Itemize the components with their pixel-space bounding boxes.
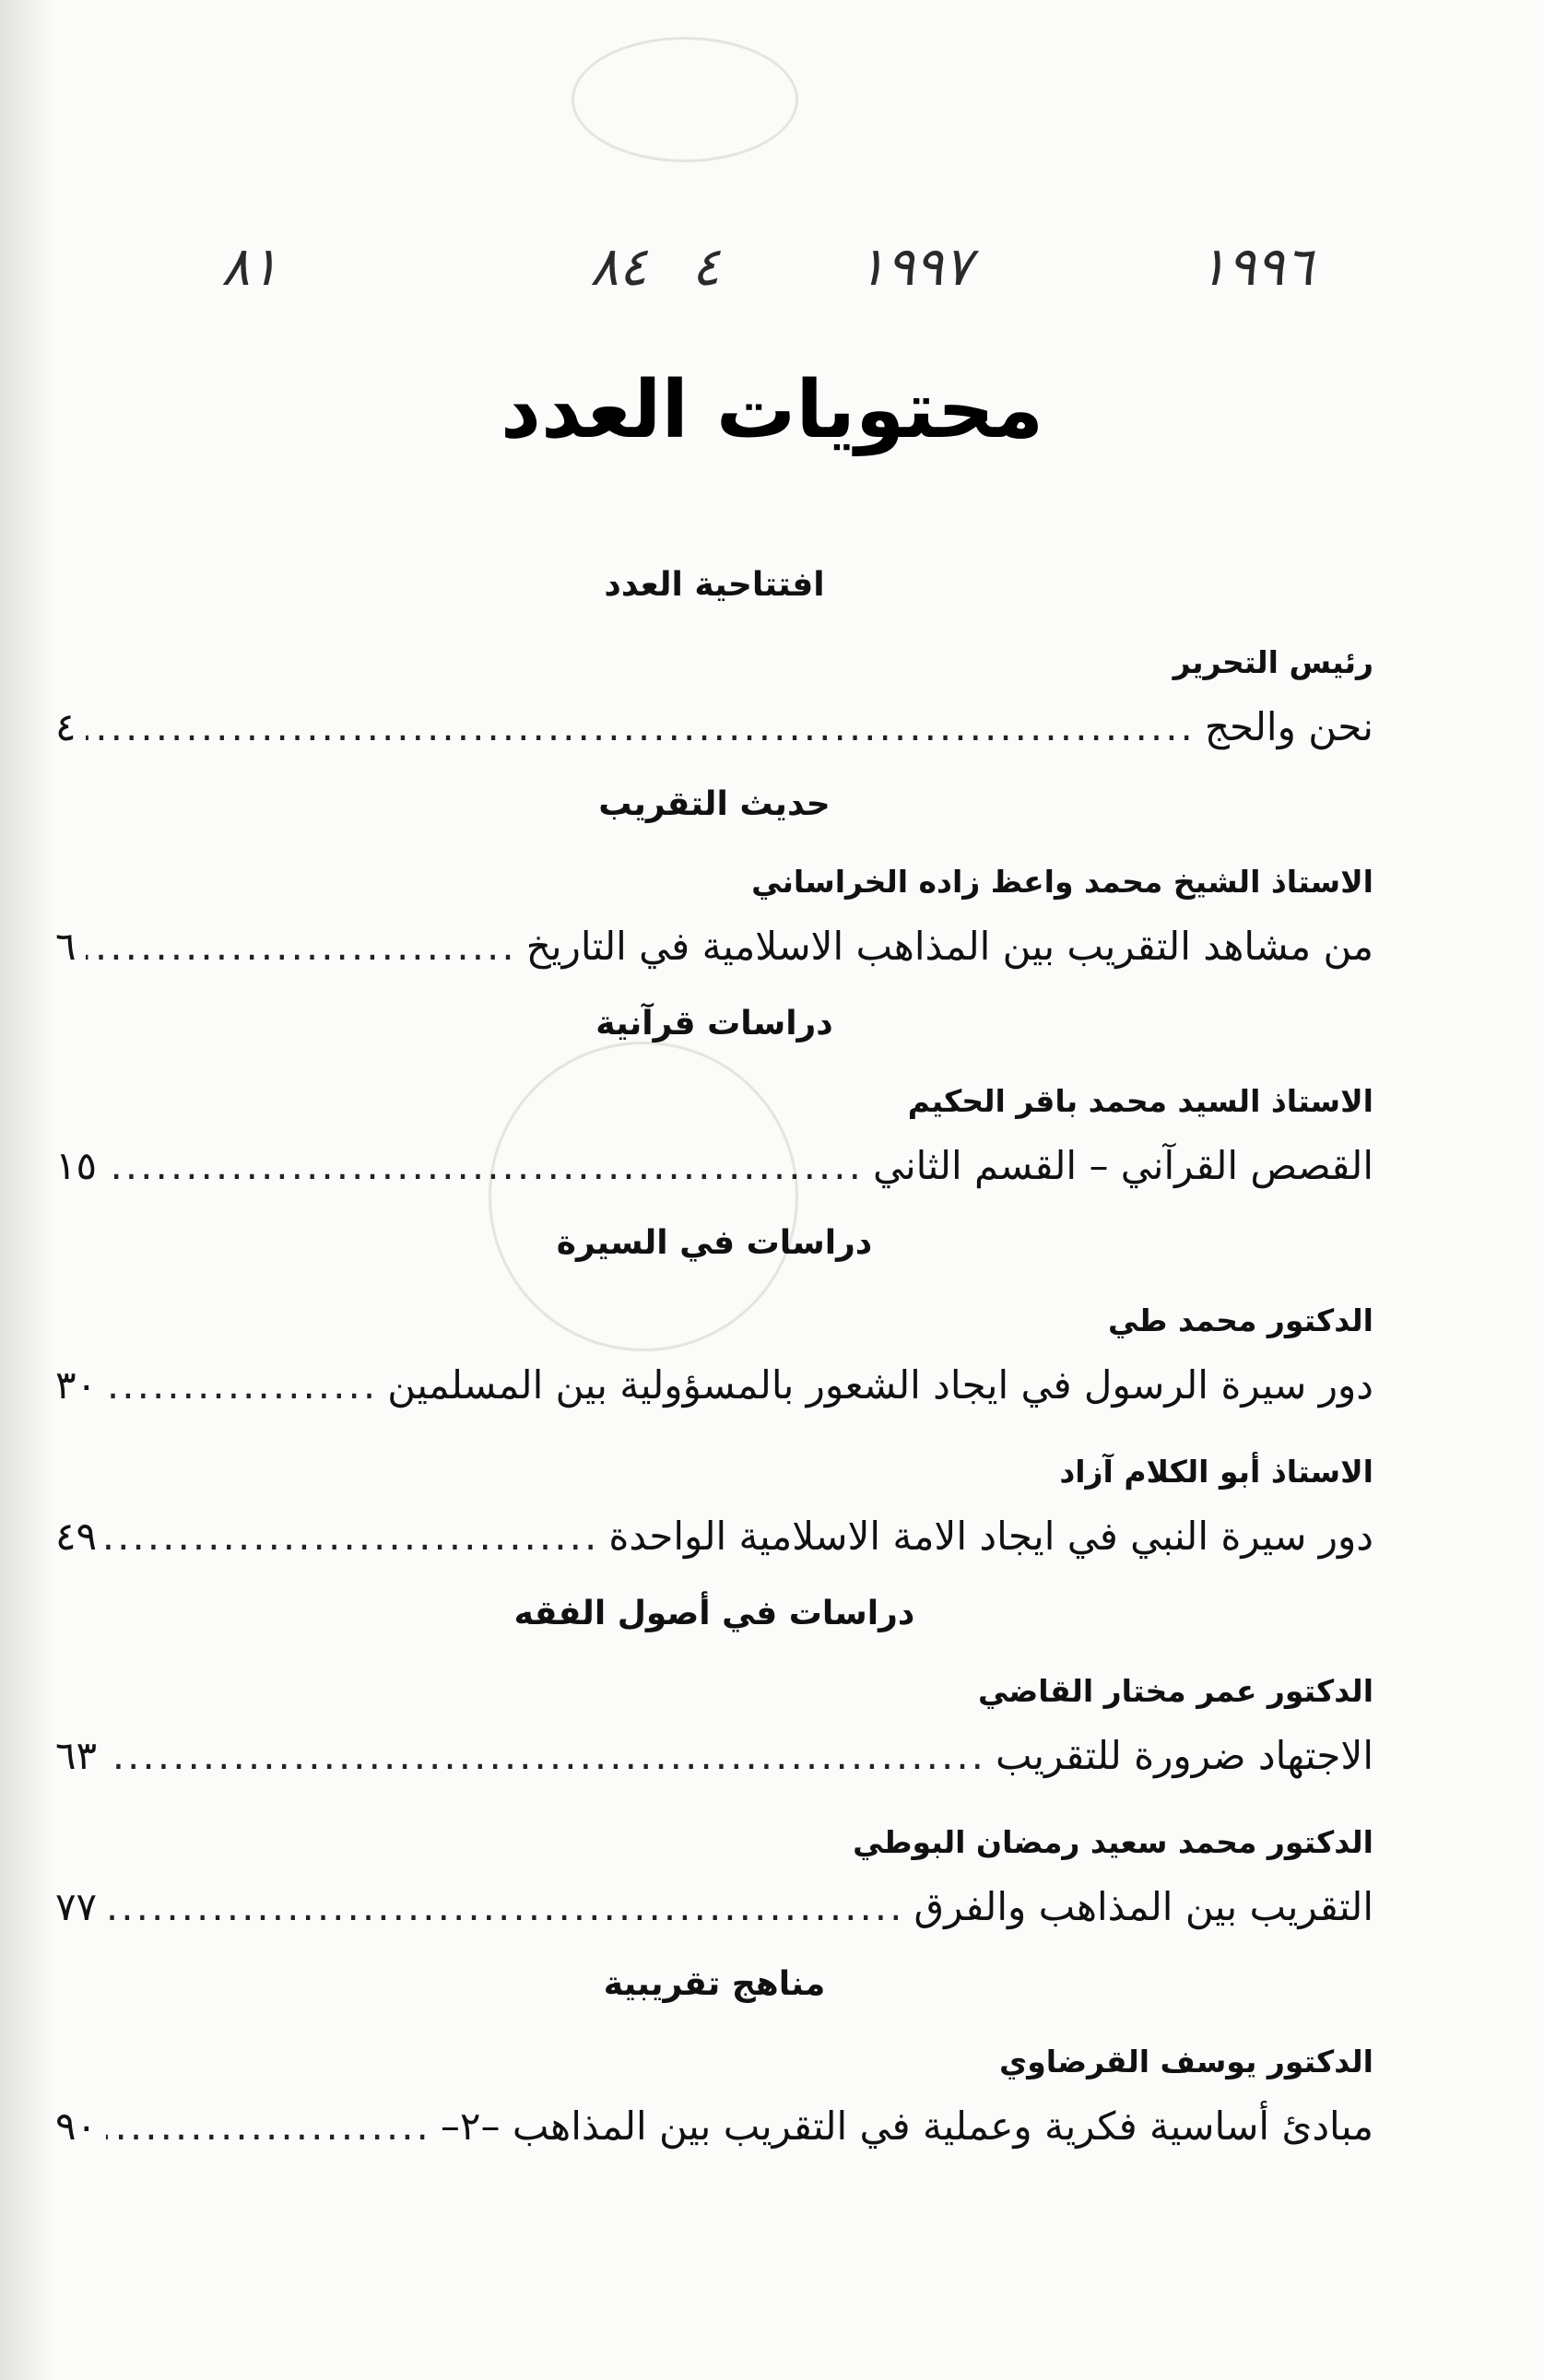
handwritten-note: ١٩٩٦ bbox=[1198, 235, 1314, 298]
page-number: ٩٠ bbox=[55, 2103, 98, 2149]
toc-entry bbox=[55, 1720, 1373, 1792]
page-binding-shadow bbox=[0, 0, 55, 2380]
toc-entry bbox=[55, 1501, 1373, 1573]
page-number: ٧٧ bbox=[55, 1884, 98, 1929]
toc-entry bbox=[55, 1871, 1373, 1943]
section-heading: مناهج تقريبية bbox=[603, 1965, 826, 2003]
dot-leader bbox=[106, 1871, 904, 1943]
page-number: ١٥ bbox=[55, 1143, 98, 1188]
page-number: ٦ bbox=[55, 924, 77, 969]
entry-title: مبادئ أساسية فكرية وعملية في التقريب بين المذاهب –٢– bbox=[440, 2103, 1373, 2149]
section-heading: افتتاحية العدد bbox=[604, 566, 825, 604]
page-number: ٦٣ bbox=[55, 1733, 98, 1778]
handwritten-notes bbox=[221, 235, 1346, 318]
author-name: الدكتور محمد طي bbox=[1108, 1302, 1373, 1338]
toc-section bbox=[55, 1217, 1373, 1573]
author-name: الدكتور محمد سعيد رمضان البوطي bbox=[853, 1824, 1373, 1860]
toc-section bbox=[55, 778, 1373, 983]
toc-entry bbox=[55, 911, 1373, 983]
toc-section bbox=[55, 1587, 1373, 1943]
entry-title: التقريب بين المذاهب والفرق bbox=[913, 1884, 1373, 1929]
toc-section bbox=[55, 559, 1373, 763]
author-name: الاستاذ السيد محمد باقر الحكيم bbox=[907, 1083, 1373, 1119]
dot-leader bbox=[106, 1501, 599, 1573]
section-heading: دراسات في أصول الفقه bbox=[513, 1595, 915, 1632]
toc-entry bbox=[55, 691, 1373, 763]
faded-stamp-top bbox=[572, 37, 798, 162]
author-name: الدكتور يوسف القرضاوي bbox=[999, 2044, 1373, 2080]
entry-title: نحن والحج bbox=[1204, 704, 1373, 749]
author-name: الاستاذ أبو الكلام آزاد bbox=[1059, 1454, 1373, 1490]
author-name: الاستاذ الشيخ محمد واعظ زاده الخراساني bbox=[751, 864, 1373, 900]
dot-leader bbox=[106, 1720, 986, 1792]
dot-leader bbox=[106, 1130, 864, 1202]
entry-title: الاجتهاد ضرورة للتقريب bbox=[996, 1733, 1373, 1778]
author-name: رئيس التحرير bbox=[1173, 644, 1373, 680]
page-number: ٤٩ bbox=[55, 1514, 98, 1559]
page-title: محتويات العدد bbox=[500, 364, 1044, 456]
entry-title: من مشاهد التقريب بين المذاهب الاسلامية في التاريخ bbox=[525, 924, 1373, 969]
handwritten-note: ٤ bbox=[691, 235, 721, 298]
section-heading: دراسات قرآنية bbox=[595, 1005, 833, 1043]
dot-leader bbox=[86, 911, 517, 983]
dot-leader bbox=[106, 2091, 431, 2162]
toc-entry bbox=[55, 1349, 1373, 1421]
handwritten-note: ٨١ bbox=[221, 235, 279, 298]
entry-title: دور سيرة الرسول في ايجاد الشعور بالمسؤولية بين المسلمين bbox=[387, 1362, 1373, 1408]
author-name: الدكتور عمر مختار القاضي bbox=[978, 1673, 1373, 1709]
toc-entry bbox=[55, 1130, 1373, 1202]
handwritten-note: ٨٤ bbox=[590, 235, 648, 298]
dot-leader bbox=[106, 1349, 378, 1421]
dot-leader bbox=[86, 691, 1196, 763]
toc-section bbox=[55, 1958, 1373, 2162]
entry-title: القصص القرآني – القسم الثاني bbox=[872, 1143, 1373, 1188]
toc-entry bbox=[55, 2091, 1373, 2162]
section-heading: حديث التقريب bbox=[598, 785, 831, 823]
table-of-contents bbox=[55, 544, 1373, 2162]
handwritten-note: ١٩٩٧ bbox=[857, 235, 972, 298]
section-heading: دراسات في السيرة bbox=[556, 1224, 873, 1262]
page-number: ٤ bbox=[55, 704, 77, 749]
toc-section bbox=[55, 997, 1373, 1202]
page-number: ٣٠ bbox=[55, 1362, 98, 1408]
entry-title: دور سيرة النبي في ايجاد الامة الاسلامية الواحدة bbox=[608, 1514, 1373, 1559]
